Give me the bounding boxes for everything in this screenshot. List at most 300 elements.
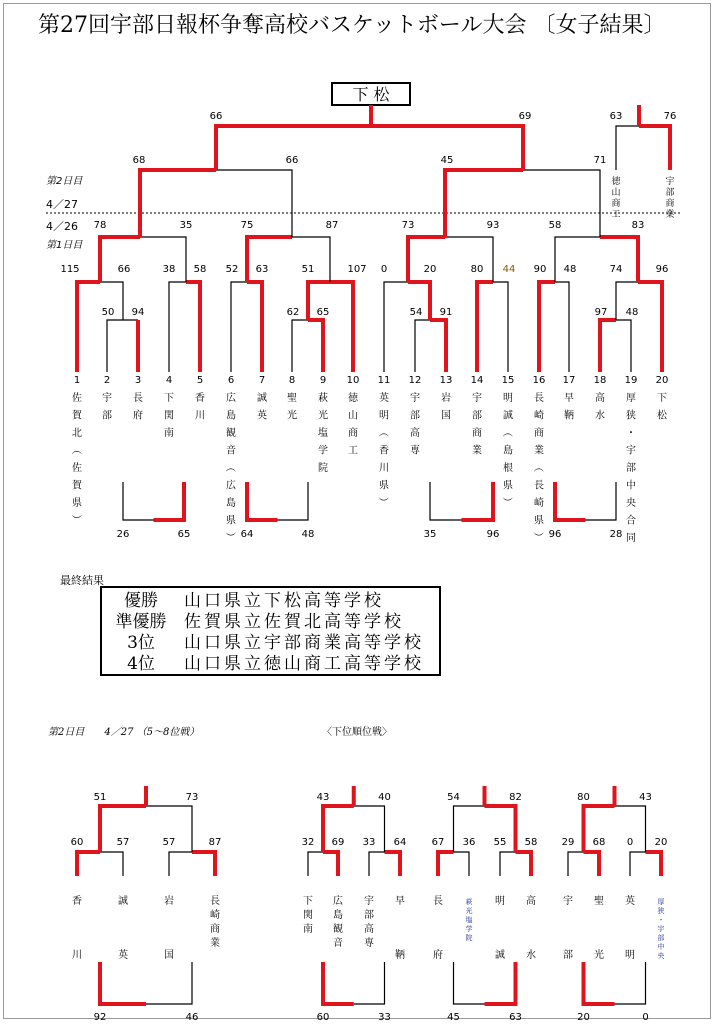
lower-score: 0 [642,1012,649,1023]
score-label: 93 [486,220,500,231]
bracket-line [123,482,154,520]
day1-label: 第1日目 [46,240,83,251]
bracket-line [500,852,516,876]
lower-team-name [433,895,443,907]
team-number: 5 [196,375,204,386]
date-427-label: 4／27 [46,198,78,211]
bracket-line [477,282,493,372]
svg-text:商: 商 [534,428,544,439]
team-number: 7 [258,375,266,386]
svg-text:岩: 岩 [441,393,451,404]
svg-text:部: 部 [410,410,420,422]
team-name [532,392,544,542]
score-label: 66 [117,264,131,275]
score-label: 76 [663,111,677,122]
champion-label: 下 松 [352,85,390,104]
team-name [410,392,420,457]
bracket-line [539,282,555,372]
bracket-line [430,482,462,520]
team-number: 8 [288,375,296,386]
svg-text:島: 島 [333,910,343,921]
team-number: 20 [655,375,669,386]
lower-score: 33 [378,1012,391,1023]
consolation-score: 26 [116,529,130,540]
lower-score: 20 [654,837,668,848]
svg-text:島: 島 [503,445,513,457]
bracket-line [247,282,262,372]
lower-score: 43 [316,792,330,803]
lower-team-name [433,948,443,961]
svg-text:学: 学 [318,445,328,457]
bracket-line [462,482,494,520]
svg-text:県: 県 [379,480,389,492]
score-label: 91 [439,307,453,318]
svg-text:光: 光 [594,950,604,961]
bracket-line [454,852,470,876]
score-label: 54 [409,307,423,318]
result-rank: 準優勝 [115,612,167,632]
score-label: 97 [594,307,608,318]
bracket-line [247,237,292,282]
score-label: 71 [593,155,607,166]
svg-text:）: ） [532,532,543,542]
svg-text:部: 部 [665,188,675,198]
svg-text:英: 英 [118,950,128,961]
bracket-line [516,852,532,876]
result-rank: 3位 [127,633,155,653]
team-number: 17 [562,375,576,386]
score-label: 90 [533,264,547,275]
team-name [595,391,605,422]
result-rank: 優勝 [124,591,158,611]
svg-text:部: 部 [563,950,573,961]
score-label: 51 [301,264,315,275]
lower-team-name [526,948,536,961]
bracket-line [146,962,192,1004]
team-number: 16 [532,375,546,386]
bracket-line [354,962,385,1004]
svg-text:島: 島 [226,410,236,422]
svg-text:）: ） [501,497,512,507]
bracket-line [638,282,662,372]
svg-text:南: 南 [303,924,313,935]
svg-text:塩: 塩 [318,428,328,439]
svg-text:狭: 狭 [626,410,636,422]
bracket-line [616,126,639,170]
team-name [564,392,574,422]
lower-score: 20 [577,1012,590,1023]
lower-score: 87 [208,837,222,848]
lower-score: 45 [447,1012,460,1023]
lower-team-name [625,949,635,961]
score-label: 73 [401,220,415,231]
team-number: 10 [346,375,360,386]
lower-score: 68 [592,837,606,848]
svg-text:徳: 徳 [348,393,358,404]
svg-text:高: 高 [526,896,536,907]
svg-text:香: 香 [379,445,389,457]
consolation-score: 48 [301,529,315,540]
svg-text:英: 英 [625,896,635,907]
score-label: 80 [470,264,484,275]
team-number: 19 [624,375,638,386]
svg-text:同: 同 [626,533,636,544]
team-name [472,392,482,457]
svg-text:明: 明 [625,950,635,961]
lower-heading: 第2日目 4／27 （5～8位戦） [48,727,200,738]
svg-text:誠: 誠 [503,410,513,422]
bracket-line [485,962,516,1004]
svg-text:（: （ [377,427,388,437]
svg-text:香: 香 [72,896,82,907]
svg-text:宇: 宇 [563,896,573,907]
team-name [348,391,359,457]
svg-text:長: 長 [133,393,143,404]
svg-text:島: 島 [226,498,236,509]
svg-text:長: 長 [534,480,544,492]
svg-text:県: 県 [503,480,513,492]
side-team-name [611,175,621,220]
bracket-line [639,126,670,170]
svg-text:）: ） [70,514,81,525]
svg-text:香: 香 [195,393,205,404]
lower-score: 32 [301,837,315,848]
lower-team-name [333,895,343,949]
lower-team-name [625,894,635,907]
score-label: 78 [93,220,107,231]
bracket-line [493,282,508,372]
result-row [102,632,439,654]
svg-text:観: 観 [226,428,236,439]
team-number: 2 [103,375,111,386]
svg-text:観: 観 [333,924,343,935]
consolation-score: 28 [609,529,623,540]
day2-label: 第2日目 [46,176,83,187]
score-label: 38 [162,264,176,275]
lower-score: 40 [378,792,391,803]
svg-text:賀: 賀 [72,410,82,422]
team-name [195,391,205,422]
svg-text:水: 水 [595,410,605,422]
lower-score: 80 [577,792,590,803]
bracket-line [154,482,185,520]
svg-text:狭: 狭 [657,907,665,915]
svg-text:府: 府 [433,950,443,961]
svg-text:業: 業 [534,445,544,457]
svg-text:崎: 崎 [534,498,544,509]
lower-team-name [72,894,82,907]
bracket-line [630,852,646,876]
svg-text:部: 部 [364,910,374,921]
svg-text:県: 県 [534,515,544,527]
bracket-line [523,170,600,237]
bracket-line [140,170,216,237]
svg-text:）: ） [377,497,388,507]
svg-text:中: 中 [626,480,636,492]
lower-brackets [0,724,716,1024]
score-label: 83 [631,220,645,231]
lower-score: 67 [431,837,445,848]
team-name [657,392,668,422]
team-number: 18 [593,375,607,386]
score-label: 96 [655,264,669,275]
svg-text:光: 光 [287,410,297,422]
svg-text:宇: 宇 [410,393,420,404]
consolation-score: 96 [548,529,562,540]
svg-text:徳: 徳 [611,177,621,187]
svg-text:県: 県 [72,498,82,509]
lower-score: 58 [524,837,538,848]
score-label: 48 [563,264,577,275]
svg-text:厚: 厚 [657,898,665,906]
svg-text:関: 関 [164,410,174,422]
svg-text:部: 部 [657,934,665,942]
lower-score: 69 [331,837,345,848]
result-row [102,611,439,633]
result-row [102,653,439,675]
team-number: 15 [501,375,515,386]
bracket-line [369,852,385,876]
score-label: 52 [225,264,239,275]
svg-text:誠: 誠 [495,950,505,961]
lower-score: 82 [509,792,522,803]
svg-text:宇: 宇 [657,925,665,933]
svg-text:商: 商 [348,428,358,439]
svg-text:専: 専 [364,938,374,949]
date-426-label: 4／26 [46,220,78,233]
svg-text:南: 南 [164,428,174,439]
svg-text:業: 業 [472,445,482,457]
consolation-score: 35 [423,529,437,540]
lower-score: 63 [509,1012,522,1023]
svg-text:合: 合 [626,515,636,527]
score-label: 63 [609,111,623,122]
bracket-line [169,282,186,372]
team-name [102,392,112,422]
svg-text:崎: 崎 [210,910,220,921]
bracket-line [454,962,485,1004]
svg-text:聖: 聖 [594,896,604,907]
svg-text:佐: 佐 [72,393,82,404]
lower-team-name [495,949,505,961]
lower-team-name [395,895,405,907]
bracket-line [278,482,309,520]
lower-team-name [526,894,536,907]
bracket-line [231,282,247,372]
lower-team-name [563,948,573,961]
bracket-line [385,852,401,876]
team-number: 12 [408,375,422,386]
bracket-line [107,320,138,372]
score-label: 68 [132,155,146,166]
svg-text:萩: 萩 [465,898,473,906]
bracket-line [600,237,638,282]
svg-text:塩: 塩 [465,916,473,924]
svg-text:鞆: 鞆 [564,410,574,422]
lower-team-name [303,895,313,935]
svg-text:宇: 宇 [626,445,636,457]
bracket-line [323,962,354,1004]
bracket-line [100,962,146,1004]
lower-score: 60 [70,837,84,848]
side-team-name [665,175,674,220]
team-number: 13 [439,375,453,386]
svg-text:・: ・ [626,428,636,439]
lower-team-name [210,895,220,949]
team-number: 11 [377,375,391,386]
score-label: 115 [60,264,80,275]
svg-text:山: 山 [611,188,621,198]
team-number: 9 [319,375,327,386]
svg-text:川: 川 [379,463,389,474]
svg-text:岩: 岩 [164,896,174,907]
team-number: 1 [73,375,81,386]
svg-text:音: 音 [333,938,343,949]
svg-text:宇: 宇 [364,896,374,907]
score-label: 94 [131,307,145,318]
bracket-line [169,852,192,876]
score-label: 63 [255,264,269,275]
lower-score: 57 [116,837,130,848]
lower-score: 29 [561,837,575,848]
svg-text:下: 下 [657,393,667,404]
svg-text:・: ・ [657,916,665,924]
bracket-line [308,852,323,876]
score-label: 48 [625,307,639,318]
score-label: 107 [347,264,367,275]
lower-team-name [563,895,573,907]
lower-score: 36 [462,837,476,848]
team-name [318,391,328,474]
svg-text:高: 高 [364,924,374,935]
bracket-line [100,852,123,876]
svg-text:国: 国 [441,410,451,422]
result-rank: 4位 [127,654,155,674]
svg-text:松: 松 [657,410,667,422]
svg-text:（: （ [70,444,81,455]
svg-text:工: 工 [611,210,621,220]
result-school: 佐賀県立佐賀北高等学校 [184,612,404,632]
svg-text:明: 明 [379,410,389,422]
svg-text:水: 水 [526,950,536,961]
team-name [441,391,451,422]
svg-text:下: 下 [303,896,313,907]
score-label: 87 [325,220,339,231]
svg-text:宇: 宇 [102,393,112,404]
lower-score: 33 [362,837,376,848]
svg-text:崎: 崎 [534,410,544,422]
bracket-line [186,282,200,372]
svg-text:商: 商 [665,199,675,209]
bracket-line [247,482,278,520]
svg-text:光: 光 [318,410,328,422]
svg-text:長: 長 [210,896,220,907]
svg-text:北: 北 [72,428,82,439]
score-label: 44 [502,264,516,275]
svg-text:広: 広 [333,896,343,907]
team-name [626,392,636,544]
lower-score: 60 [316,1012,330,1023]
svg-text:院: 院 [318,463,328,474]
svg-text:英: 英 [379,393,389,404]
svg-text:賀: 賀 [72,480,82,492]
svg-text:早: 早 [395,896,405,907]
team-name [133,392,143,422]
result-school: 山口県立宇部商業高等学校 [184,633,424,653]
svg-text:音: 音 [226,445,236,457]
bracket-line [292,320,308,372]
bracket-line [384,282,408,372]
svg-text:宇: 宇 [472,393,482,404]
result-school: 山口県立下松高等学校 [184,591,384,611]
svg-text:央: 央 [657,952,665,960]
lower-team-name [118,895,128,907]
score-label: 75 [240,220,254,231]
svg-text:川: 川 [72,950,82,961]
bracket-line [408,237,445,282]
svg-text:商: 商 [472,428,482,439]
svg-text:誠: 誠 [257,393,267,404]
svg-text:聖: 聖 [287,393,297,404]
team-name [377,391,389,507]
score-label: 50 [101,307,115,318]
svg-text:専: 専 [410,445,420,457]
bracket-line [584,962,615,1004]
lower-score: 46 [185,1012,199,1023]
team-name [501,392,513,507]
bracket-line [438,852,454,876]
team-number: 6 [227,375,235,386]
results-heading: 最終結果 [60,574,104,587]
bracket-line [140,237,186,282]
svg-text:工: 工 [348,445,358,457]
lower-score: 0 [626,837,634,848]
svg-text:業: 業 [210,938,220,949]
bracket-line [555,282,569,372]
svg-text:部: 部 [626,463,636,474]
lower-team-name [495,895,505,907]
score-label: 58 [193,264,207,275]
score-label: 0 [380,264,388,275]
bracket-line [615,962,646,1004]
svg-text:（: （ [532,462,543,472]
lower-heading-2: 〈下位順位戦〉 [322,727,392,738]
svg-text:根: 根 [503,463,513,474]
svg-text:広: 広 [226,393,236,404]
result-school: 山口県立徳山商工高等学校 [184,654,424,674]
svg-text:山: 山 [348,410,358,422]
lower-score: 43 [639,792,652,803]
bracket-line [430,320,446,372]
svg-text:明: 明 [503,393,513,404]
svg-text:長: 長 [534,393,544,404]
team-name [164,392,174,439]
svg-text:早: 早 [564,393,574,404]
lower-score: 73 [185,792,199,803]
svg-text:広: 広 [226,480,236,492]
svg-text:高: 高 [410,428,420,439]
svg-text:明: 明 [495,896,505,907]
score-label: 69 [518,111,532,122]
lower-score: 57 [162,837,176,848]
lower-score: 51 [93,792,107,803]
bracket-line [415,320,430,372]
svg-text:国: 国 [164,950,174,961]
lower-score: 64 [393,837,407,848]
team-name [257,392,267,422]
lower-team-name [164,949,174,961]
score-label: 66 [209,111,223,122]
